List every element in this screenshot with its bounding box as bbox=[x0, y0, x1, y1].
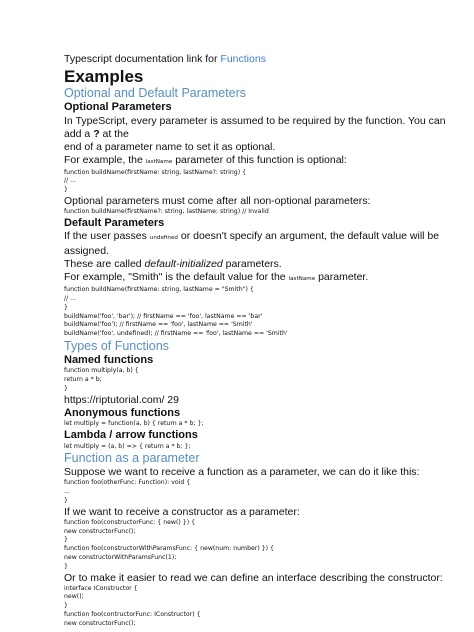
paragraph: If we want to receive a constructor as a parameter: bbox=[64, 505, 300, 518]
text: For example, "Smith" is the default value for the bbox=[64, 271, 289, 284]
code-block bbox=[64, 585, 464, 629]
code-line: interface IConstructor { bbox=[64, 584, 138, 592]
code-line: function buildName(firstName?: string, lastName: string) // Invalid bbox=[64, 207, 269, 215]
code-line: new constructorFunc(); bbox=[64, 619, 136, 627]
intro-line bbox=[64, 52, 464, 66]
text: If the user passes bbox=[64, 230, 150, 243]
code-line: // ... bbox=[64, 294, 77, 302]
source-footer: https://riptutorial.com/ 29 bbox=[64, 393, 179, 406]
text: For example, the bbox=[64, 153, 146, 166]
code-block bbox=[64, 420, 464, 429]
text: These are called bbox=[64, 258, 145, 271]
document-page bbox=[64, 52, 464, 629]
subheading-anonymous-functions: Anonymous functions bbox=[64, 406, 181, 419]
paragraph: assigned. bbox=[64, 245, 109, 258]
code-line: new constructorWithParamsFunc(1); bbox=[64, 554, 177, 562]
inline-code: lastName bbox=[288, 276, 316, 283]
paragraph bbox=[64, 258, 464, 271]
code-line: function foo(constructorFunc: { new() }) { bbox=[64, 518, 196, 526]
code-block bbox=[64, 367, 464, 393]
text: at the bbox=[99, 127, 129, 140]
code-line: } bbox=[64, 536, 68, 544]
functions-link[interactable]: Functions bbox=[220, 53, 266, 65]
paragraph: end of a parameter name to set it as optional. bbox=[64, 140, 276, 153]
emphasis: default-initialized bbox=[144, 258, 223, 271]
code-line: } bbox=[64, 385, 68, 393]
paragraph bbox=[64, 271, 464, 286]
section-heading-function-as-parameter: Function as a parameter bbox=[64, 451, 200, 466]
code-block bbox=[64, 443, 464, 452]
code-line: function buildName(firstName: string, lastName?: string) { bbox=[64, 168, 247, 176]
code-line: new(); bbox=[64, 593, 84, 601]
page-title: Examples bbox=[64, 67, 144, 86]
text: add a bbox=[64, 127, 94, 140]
code-line: buildName('foo', 'bar'); // firstName == 'foo', lastName == 'bar' bbox=[64, 312, 263, 320]
paragraph: Optional parameters must come after all non-optional parameters: bbox=[64, 194, 371, 207]
intro-text: Typescript documentation link for bbox=[64, 53, 221, 65]
code-line: buildName('foo', undefined); // firstName == 'foo', lastName == 'Smith' bbox=[64, 330, 288, 338]
code-line: let multiply = function(a, b) { return a * b; }; bbox=[64, 420, 204, 428]
subheading-optional-parameters: Optional Parameters bbox=[64, 101, 172, 113]
code-line: // ... bbox=[64, 177, 77, 185]
code-block bbox=[64, 286, 464, 339]
paragraph: In TypeScript, every parameter is assumed to be required by the function. You can bbox=[64, 114, 446, 127]
code-line: } bbox=[64, 303, 68, 311]
code-line: } bbox=[64, 602, 68, 610]
code-line: } bbox=[64, 497, 68, 505]
code-line: function buildName(firstName: string, lastName = "Smith") { bbox=[64, 286, 254, 294]
code-line: return a * b; bbox=[64, 376, 102, 384]
text: parameter of this function is optional: bbox=[172, 153, 347, 166]
code-block bbox=[64, 208, 464, 217]
text: parameters. bbox=[222, 258, 282, 271]
paragraph bbox=[64, 154, 464, 169]
code-line: } bbox=[64, 562, 68, 570]
code-block bbox=[64, 519, 464, 572]
paragraph: Suppose we want to receive a function as a parameter, we can do it like this: bbox=[64, 466, 420, 479]
code-line: ... bbox=[64, 488, 70, 496]
code-line: function multiply(a, b) { bbox=[64, 367, 139, 375]
section-heading-types-of-functions: Types of Functions bbox=[64, 338, 169, 353]
code-line: function foo(otherFunc: Function): void { bbox=[64, 479, 191, 487]
code-line: let multiply = (a, b) => { return a * b; }; bbox=[64, 442, 191, 450]
inline-code: lastName bbox=[145, 158, 173, 165]
code-line: function foo(constructorWithParamsFunc: { new(num: number) }) { bbox=[64, 545, 274, 553]
text: or doesn't specify an argument, the default value will be bbox=[177, 230, 440, 243]
paragraph bbox=[64, 128, 464, 141]
paragraph: Or to make it easier to read we can define an interface describing the constructor: bbox=[64, 571, 443, 584]
question-mark: ? bbox=[93, 127, 100, 140]
inline-code: undefined bbox=[149, 235, 178, 242]
code-block bbox=[64, 479, 464, 505]
subheading-lambda-functions: Lambda / arrow functions bbox=[64, 429, 198, 442]
code-block bbox=[64, 169, 464, 195]
section-heading-optional-default: Optional and Default Parameters bbox=[64, 86, 247, 100]
code-line: new constructorFunc(); bbox=[64, 527, 136, 535]
text: parameter. bbox=[315, 271, 369, 284]
subheading-default-parameters: Default Parameters bbox=[64, 216, 165, 229]
subheading-named-functions: Named functions bbox=[64, 353, 154, 366]
code-line: } bbox=[64, 186, 68, 194]
code-line: function foo(contructorFunc: IConstructor) { bbox=[64, 611, 201, 619]
code-line: buildName('foo'); // firstName == 'foo', lastName == 'Smith' bbox=[64, 321, 253, 329]
paragraph bbox=[64, 230, 464, 245]
